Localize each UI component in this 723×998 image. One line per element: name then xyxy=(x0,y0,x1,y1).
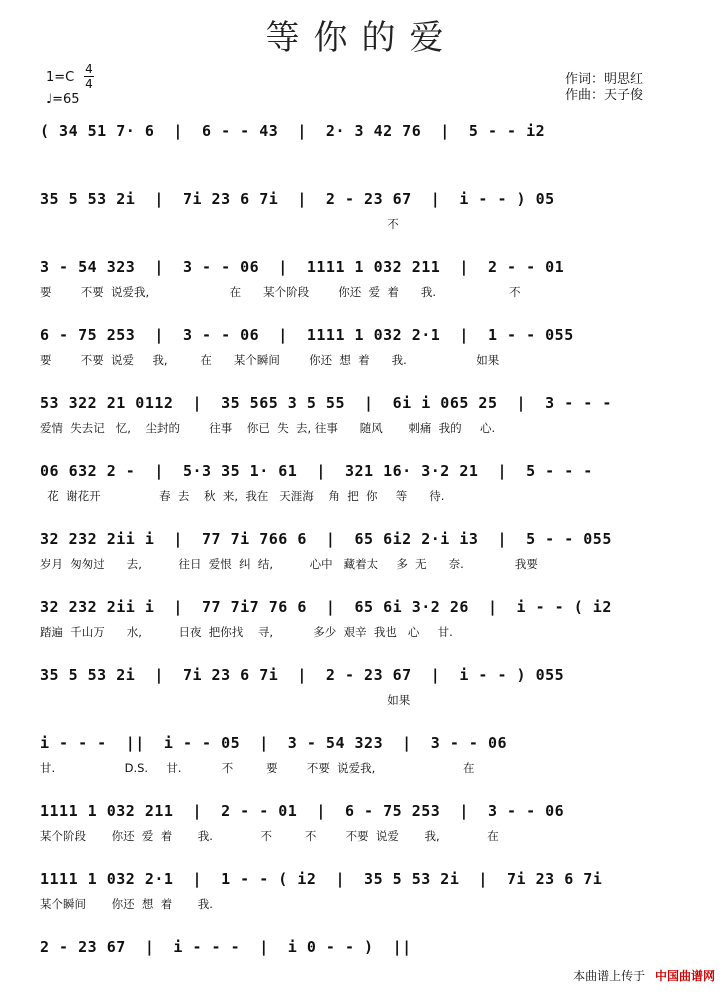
score-row xyxy=(40,258,705,318)
score-row xyxy=(40,190,705,250)
tempo-marking: ♩=65 xyxy=(46,92,80,107)
score-row xyxy=(40,598,705,658)
score-row xyxy=(40,326,705,386)
lyric-line: 岁月 匆匆过 去, 往日 爱恨 纠 结, 心中 藏着太 多 无 奈. 我要 xyxy=(40,557,538,571)
lyric-line: 爱情 失去记 忆, 尘封的 往事 你已 失 去, 往事 随风 刺痛 我的 心. xyxy=(40,421,496,435)
note-line: 1111 1 032 211 | 2 - - 01 | 6 - 75 253 | 3 - - 06 xyxy=(40,802,565,820)
note-line: 6 - 75 253 | 3 - - 06 | 1111 1 032 2·1 | 1 - - 055 xyxy=(40,326,574,344)
lyric-line: 甘. D.S. 甘. 不 要 不要 说爱我, 在 xyxy=(40,761,475,775)
song-title: 等你的爱 xyxy=(265,18,458,58)
score-row xyxy=(40,122,705,182)
score-row xyxy=(40,394,705,454)
key-signature: 1=C xyxy=(46,70,75,85)
time-signature xyxy=(84,62,94,91)
score-row xyxy=(40,462,705,522)
note-line: ( 34 51 7· 6 | 6 - - 43 | 2· 3 42 76 | 5 - - i2 xyxy=(40,122,546,140)
note-line: 53 322 21 0112 | 35 565 3 5 55 | 6i i 065 25 | 3 - - - xyxy=(40,394,612,412)
note-line: 3 - 54 323 | 3 - - 06 | 1111 1 032 211 | 2 - - 01 xyxy=(40,258,565,276)
lyric-line: 要 不要 说爱我, 在 某个阶段 你还 爱 着 我. 不 xyxy=(40,285,521,299)
credits xyxy=(565,72,643,104)
lyric-line: 花 谢花开 春 去 秋 来, 我在 天涯海 角 把 你 等 待. xyxy=(40,489,445,503)
score-row xyxy=(40,666,705,726)
footer-text: 本曲谱上传于 xyxy=(573,969,646,983)
lyric-line: 要 不要 说爱 我, 在 某个瞬间 你还 想 着 我. 如果 xyxy=(40,353,500,367)
score-row xyxy=(40,734,705,794)
lyric-line: 不 xyxy=(40,217,399,231)
lyric-line: 踏遍 千山万 水, 日夜 把你找 寻, 多少 艰辛 我也 心 甘. xyxy=(40,625,453,639)
lyric-line: 某个阶段 你还 爱 着 我. 不 不 不要 说爱 我, 在 xyxy=(40,829,499,843)
score-row xyxy=(40,530,705,590)
note-line: i - - - || i - - 05 | 3 - 54 323 | 3 - - 06 xyxy=(40,734,508,752)
lyric-line: 某个瞬间 你还 想 着 我. xyxy=(40,897,213,911)
site-logo: 中国曲谱网 xyxy=(654,969,715,983)
time-signature-top: 4 xyxy=(85,62,93,76)
lyricist: 作词：明思红 xyxy=(565,72,644,87)
composer: 作曲：天子俊 xyxy=(565,88,644,103)
score-row xyxy=(40,802,705,862)
footer xyxy=(573,967,715,984)
note-line: 35 5 53 2i | 7i 23 6 7i | 2 - 23 67 | i - - ) 055 xyxy=(40,666,565,684)
note-line: 2 - 23 67 | i - - - | i 0 - - ) || xyxy=(40,938,412,956)
note-line: 35 5 53 2i | 7i 23 6 7i | 2 - 23 67 | i - - ) 05 xyxy=(40,190,555,208)
note-line: 06 632 2 - | 5·3 35 1· 61 | 321 16· 3·2 21 | 5 - - - xyxy=(40,462,593,480)
note-line: 1111 1 032 2·1 | 1 - - ( i2 | 35 5 53 2i | 7i 23 6 7i xyxy=(40,870,603,888)
lyric-line: 如果 xyxy=(40,693,411,707)
time-signature-bottom: 4 xyxy=(85,77,93,91)
note-line: 32 232 2ii i | 77 7i 766 6 | 65 6i2 2·i i3 | 5 - - 055 xyxy=(40,530,612,548)
note-line: 32 232 2ii i | 77 7i7 76 6 | 65 6i 3·2 26 | i - - ( i2 xyxy=(40,598,612,616)
score-row xyxy=(40,870,705,930)
